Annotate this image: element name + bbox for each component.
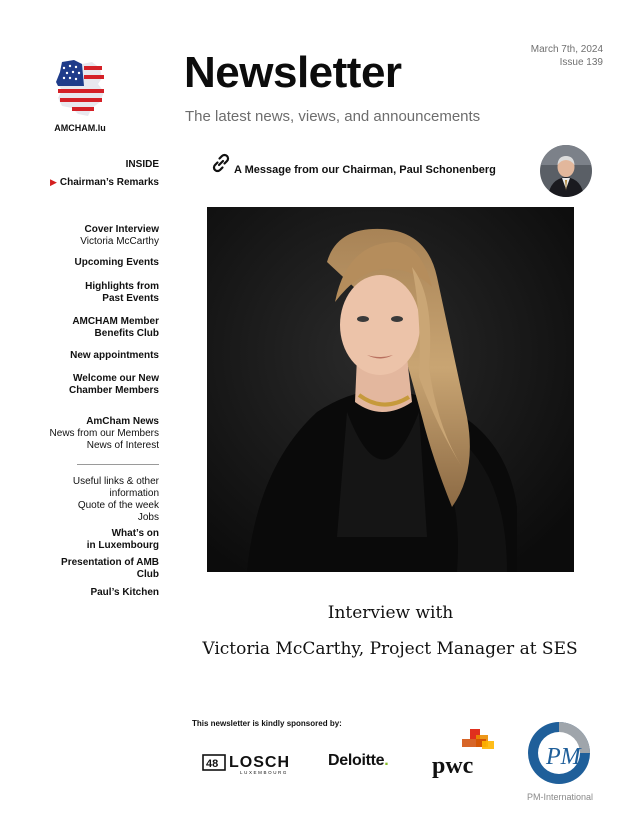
pwc-wordmark: pwc (432, 753, 474, 779)
link-icon[interactable] (209, 151, 233, 175)
toc-item-pauls-kitchen[interactable]: Paul’s Kitchen (90, 587, 159, 598)
sponsor-losch-logo[interactable] (202, 751, 310, 775)
toc-item-benefits-club[interactable]: AMCHAM Member Benefits Club (72, 316, 159, 339)
toc-item-new-appointments[interactable]: New appointments (70, 350, 159, 361)
toc-heading: INSIDE (125, 159, 159, 170)
toc-item-amb-club[interactable]: Presentation of AMB Club (61, 557, 159, 580)
cover-photo (207, 207, 574, 572)
page-title: Newsletter (184, 48, 402, 97)
pm-monogram: PM (546, 744, 581, 770)
active-arrow-icon: ▶ (49, 177, 57, 187)
sidebar-toc (30, 159, 159, 609)
cover-caption-intro: Interview with (327, 603, 454, 623)
sponsor-pm-international-logo[interactable] (526, 719, 592, 787)
sponsors-label: This newsletter is kindly sponsored by: (192, 719, 342, 728)
issue-info (531, 43, 603, 69)
pm-international-label: PM-International (526, 792, 594, 802)
toc-item-cover-interview[interactable]: Cover Interview Victoria McCarthy (80, 224, 159, 247)
losch-subtext: LUXEMBOURG (240, 770, 289, 775)
toc-item-chairmans-remarks[interactable]: ▶ Chairman’s Remarks (49, 177, 159, 188)
sponsor-pwc-logo[interactable] (432, 727, 498, 779)
toc-divider (77, 464, 159, 465)
losch-wordmark: LOSCH (229, 754, 290, 771)
toc-item-past-events[interactable]: Highlights from Past Events (85, 281, 159, 304)
amcham-logo[interactable] (52, 58, 108, 120)
page-subtitle: The latest news, views, and announcements (185, 108, 481, 125)
cover-caption-name: Victoria McCarthy, Project Manager at SES (202, 639, 578, 659)
sponsor-deloitte-logo[interactable] (328, 752, 388, 770)
deloitte-wordmark: Deloitte (328, 752, 385, 769)
toc-item-useful-links[interactable]: Useful links & other information Quote of the week Jobs (72, 476, 159, 523)
issue-date: March 7th, 2024 (530, 44, 603, 55)
logo-label: AMCHAM.lu (54, 123, 106, 133)
toc-item-new-members[interactable]: Welcome our New Chamber Members (68, 373, 159, 396)
issue-number: Issue 139 (559, 57, 603, 68)
toc-item-whats-on[interactable]: What’s on in Luxembourg (86, 528, 159, 551)
toc-item-amcham-news[interactable]: AmCham News News from our Members News of Interest (49, 416, 159, 451)
toc-item-upcoming-events[interactable]: Upcoming Events (74, 257, 159, 268)
chairman-message-link[interactable]: A Message from our Chairman, Paul Schonenberg (234, 164, 496, 176)
deloitte-dot: . (384, 752, 389, 769)
chairman-portrait (540, 145, 592, 197)
losch-number: 48 (206, 758, 219, 770)
